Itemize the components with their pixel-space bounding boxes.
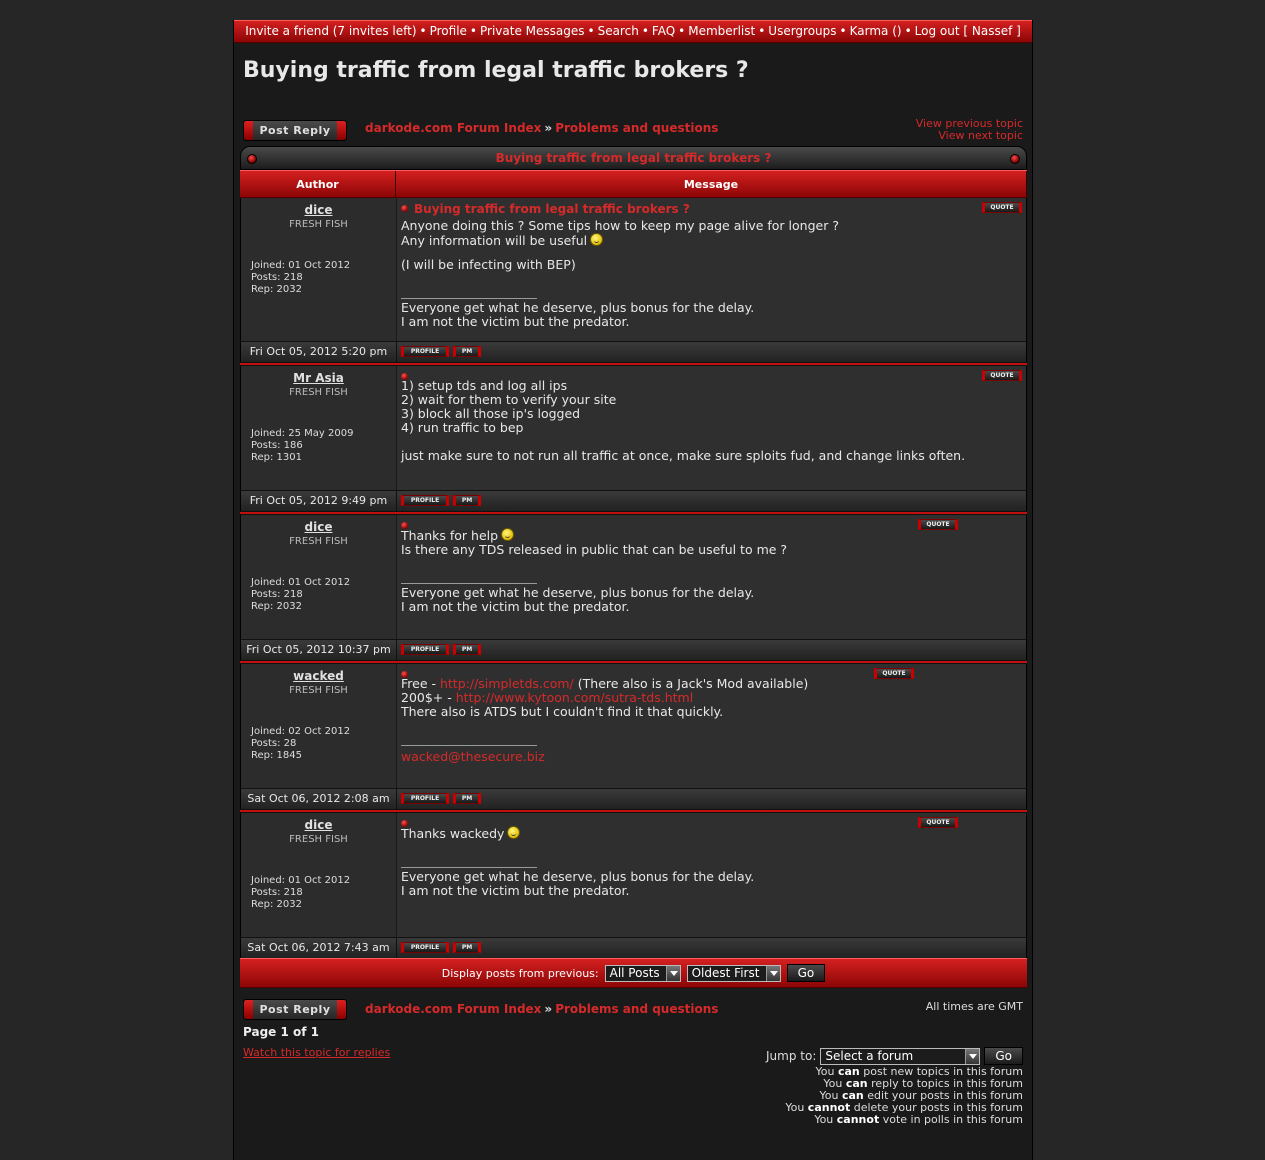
signature-email-link[interactable]: wacked@thesecure.biz [401, 749, 545, 764]
nav-invite-link[interactable]: Invite a friend (7 invites left) [245, 24, 417, 38]
post-subject: Buying traffic from legal traffic brokers ? [414, 202, 690, 216]
profile-button[interactable]: PROFILE [401, 942, 449, 953]
author-post-count: Posts: 218 [251, 589, 303, 600]
top-navigation: Invite a friend (7 invites left) • Profile • Private Messages • Search • FAQ • Memberlist • Usergroups • Karma () • Log out [ Nassef ] [234, 20, 1032, 43]
quote-button[interactable]: QUOTE [918, 817, 958, 828]
author-stats [251, 260, 350, 296]
display-options-bar [240, 958, 1027, 988]
header-left-dot [247, 154, 257, 164]
breadcrumb: darkode.com Forum Index » Problems and questions [365, 121, 719, 135]
quote-button[interactable]: QUOTE [982, 202, 1022, 213]
quote-button[interactable]: QUOTE [918, 519, 958, 530]
signature-line: I am not the victim but the predator. [401, 883, 630, 898]
author-stats [251, 428, 353, 464]
author-name-link[interactable]: dice [304, 203, 333, 217]
timezone-note: All times are GMT [925, 1000, 1023, 1013]
nav-memberlist-link[interactable]: Memberlist [688, 24, 756, 38]
author-rank: FRESH FISH [289, 219, 348, 230]
jump-go-button[interactable]: Go [984, 1047, 1023, 1065]
post-author [241, 813, 397, 937]
nav-profile-link[interactable]: Profile [429, 24, 467, 38]
permission-line: You can reply to topics in this forum [823, 1077, 1023, 1090]
post-author [241, 515, 397, 639]
profile-button[interactable]: PROFILE [401, 346, 449, 357]
topic-title-link[interactable]: Buying traffic from legal traffic brokers ? [495, 151, 772, 165]
message-column-header: Message [396, 171, 1027, 197]
nav-karma-link[interactable]: Karma () [849, 24, 902, 38]
author-reputation: Rep: 2032 [251, 899, 302, 910]
jump-forum-select[interactable]: Select a forum [820, 1048, 980, 1065]
display-posts-label: Display posts from previous: [441, 966, 599, 980]
chevron-down-icon [965, 1049, 979, 1064]
post-message [397, 198, 1026, 341]
message-line: Thanks wackedy [401, 826, 1022, 841]
message-line: 4) run traffic to bep [401, 420, 524, 435]
message-line: 1) setup tds and log all ips [401, 378, 568, 393]
author-name-link[interactable]: Mr Asia [293, 371, 344, 385]
post-author [241, 198, 397, 341]
nav-logout-link[interactable]: Log out [ Nassef ] [914, 24, 1021, 38]
signature-line: I am not the victim but the predator. [401, 314, 630, 329]
pm-button[interactable]: PM [453, 495, 481, 506]
post-reply-button-bottom[interactable]: Post Reply [243, 999, 347, 1020]
profile-button[interactable]: PROFILE [401, 644, 449, 655]
quote-button[interactable]: QUOTE [982, 370, 1022, 381]
author-post-count: Posts: 218 [251, 887, 303, 898]
message-line: Any information will be useful [401, 233, 1022, 248]
permission-line: You cannot vote in polls in this forum [814, 1113, 1023, 1126]
post-date: Fri Oct 05, 2012 5:20 pm [241, 342, 397, 362]
topic-navigation [916, 118, 1023, 142]
author-post-count: Posts: 218 [251, 272, 303, 283]
chevron-down-icon [666, 966, 680, 981]
author-reputation: Rep: 2032 [251, 601, 302, 612]
author-post-count: Posts: 28 [251, 738, 297, 749]
post-author [241, 366, 397, 490]
message-line: Is there any TDS released in public that can be useful to me ? [401, 542, 788, 557]
author-joined: Joined: 01 Oct 2012 [251, 875, 351, 886]
page-title: Buying traffic from legal traffic brokers ? [243, 58, 749, 83]
message-line: 3) block all those ip's logged [401, 406, 581, 421]
author-reputation: Rep: 2032 [251, 284, 302, 295]
jump-to [766, 1047, 1023, 1065]
watch-topic-link[interactable]: Watch this topic for replies [243, 1046, 391, 1059]
kytoon-link[interactable]: http://www.kytoon.com/sutra-tds.html [455, 690, 694, 705]
pm-button[interactable]: PM [453, 942, 481, 953]
post [240, 813, 1027, 958]
post-message [397, 515, 1026, 639]
period-select[interactable]: All Posts [605, 965, 681, 982]
column-header [240, 170, 1027, 198]
topic-header [240, 146, 1027, 170]
breadcrumb-forum-index[interactable]: darkode.com Forum Index [365, 121, 542, 135]
post-message [397, 366, 1026, 490]
profile-button[interactable]: PROFILE [401, 793, 449, 804]
order-select[interactable]: Oldest First [687, 965, 781, 982]
pm-button[interactable]: PM [453, 644, 481, 655]
signature-divider [401, 298, 537, 299]
author-reputation: Rep: 1845 [251, 750, 302, 761]
post-date: Sat Oct 06, 2012 7:43 am [241, 938, 397, 958]
simpletds-link[interactable]: http://simpletds.com/ [439, 676, 574, 691]
smile-emoticon-icon [590, 233, 603, 246]
author-joined: Joined: 25 May 2009 [251, 428, 354, 439]
post [240, 515, 1027, 660]
post-author [241, 664, 397, 788]
chevron-down-icon [766, 966, 780, 981]
author-column-header: Author [240, 171, 396, 197]
author-stats [251, 875, 350, 911]
smile-emoticon-icon [507, 826, 520, 839]
signature-divider [401, 867, 537, 868]
author-stats [251, 577, 350, 613]
post-date: Fri Oct 05, 2012 10:37 pm [241, 640, 397, 660]
pm-button[interactable]: PM [453, 346, 481, 357]
jump-to-label: Jump to: [766, 1049, 817, 1063]
message-line: 200$+ - http://www.kytoon.com/sutra-tds.html [401, 690, 694, 705]
nav-faq-link[interactable]: FAQ [651, 24, 676, 38]
post-message [397, 813, 1026, 937]
message-line: 2) wait for them to verify your site [401, 392, 617, 407]
author-rank: FRESH FISH [289, 387, 348, 398]
author-joined: Joined: 01 Oct 2012 [251, 260, 351, 271]
author-name-link[interactable]: dice [304, 818, 333, 832]
author-name-link[interactable]: wacked [293, 669, 344, 683]
nav-search-link[interactable]: Search [597, 24, 639, 38]
forum-permissions [785, 1066, 1023, 1126]
message-line: just make sure to not run all traffic at once, make sure sploits fud, and change links often. [401, 448, 966, 463]
permission-line: You can edit your posts in this forum [819, 1089, 1023, 1102]
breadcrumb-forum[interactable]: Problems and questions [555, 121, 719, 135]
post [240, 664, 1027, 809]
nav-private-messages-link[interactable]: Private Messages [480, 24, 585, 38]
breadcrumb-forum[interactable]: Problems and questions [555, 1002, 719, 1016]
pm-button[interactable]: PM [453, 793, 481, 804]
author-reputation: Rep: 1301 [251, 452, 302, 463]
view-next-topic-link[interactable]: View next topic [938, 129, 1023, 142]
message-line: (I will be infecting with BEP) [401, 257, 576, 272]
signature-divider [401, 583, 537, 584]
permission-line: You cannot delete your posts in this forum [785, 1101, 1023, 1114]
display-go-button[interactable]: Go [787, 964, 826, 982]
message-line: Anyone doing this ? Some tips how to keep my page alive for longer ? [401, 218, 839, 233]
nav-usergroups-link[interactable]: Usergroups [768, 24, 837, 38]
author-stats [251, 726, 350, 762]
author-joined: Joined: 02 Oct 2012 [251, 726, 351, 737]
signature-line: I am not the victim but the predator. [401, 599, 630, 614]
message-line: Thanks for help [401, 528, 1022, 543]
author-rank: FRESH FISH [289, 834, 348, 845]
author-name-link[interactable]: dice [304, 520, 333, 534]
message-line: Free - http://simpletds.com/ (There also is a Jack's Mod available) [401, 676, 809, 691]
page-wrapper [233, 20, 1033, 1160]
message-line: There also is ATDS but I couldn't find it that quickly. [401, 704, 724, 719]
quote-button[interactable]: QUOTE [874, 668, 914, 679]
post-date: Fri Oct 05, 2012 9:49 pm [241, 491, 397, 511]
header-right-dot [1010, 154, 1020, 164]
post-date: Sat Oct 06, 2012 2:08 am [241, 789, 397, 809]
post-icon [401, 205, 408, 212]
author-post-count: Posts: 186 [251, 440, 303, 451]
view-previous-topic-link[interactable]: View previous topic [915, 117, 1023, 130]
signature-line: Everyone get what he deserve, plus bonus for the delay. [401, 300, 755, 315]
author-rank: FRESH FISH [289, 536, 348, 547]
smile-emoticon-icon [501, 528, 514, 541]
topic-table [240, 146, 1027, 988]
signature-line: Everyone get what he deserve, plus bonus for the delay. [401, 869, 755, 884]
breadcrumb-bottom: darkode.com Forum Index » Problems and questions [365, 1002, 719, 1016]
post [240, 366, 1027, 511]
profile-button[interactable]: PROFILE [401, 495, 449, 506]
signature-divider [401, 745, 537, 746]
signature-line: Everyone get what he deserve, plus bonus for the delay. [401, 585, 755, 600]
post [240, 198, 1027, 362]
post-reply-button[interactable]: Post Reply [243, 120, 347, 141]
post-message [397, 664, 1026, 788]
author-rank: FRESH FISH [289, 685, 348, 696]
author-joined: Joined: 01 Oct 2012 [251, 577, 351, 588]
permission-line: You can post new topics in this forum [815, 1065, 1023, 1078]
breadcrumb-forum-index[interactable]: darkode.com Forum Index [365, 1002, 542, 1016]
pagination: Page 1 of 1 [243, 1025, 319, 1039]
